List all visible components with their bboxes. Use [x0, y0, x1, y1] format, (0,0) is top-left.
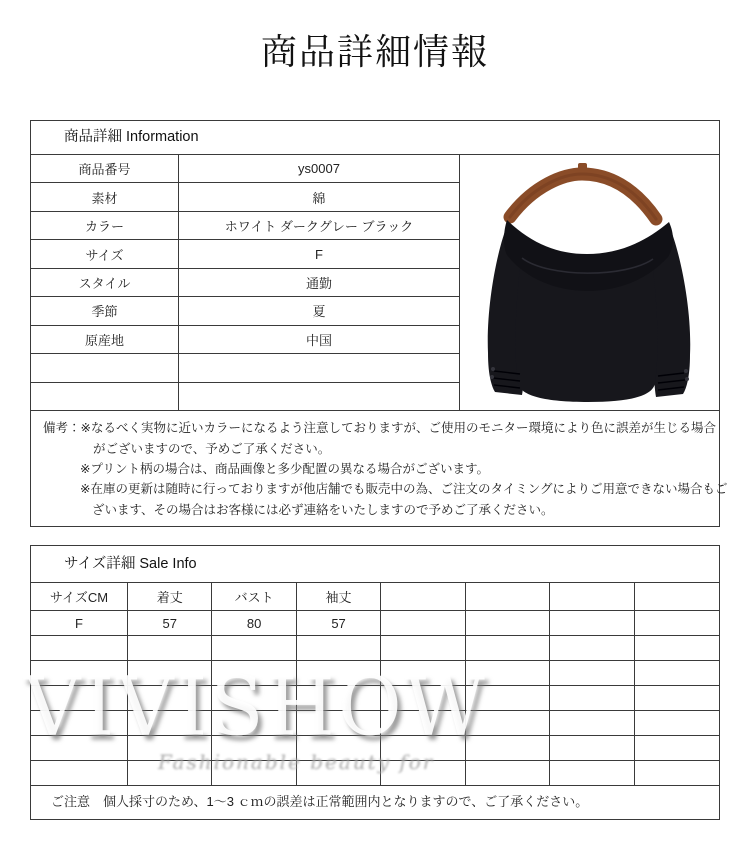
- size-cell: [31, 686, 128, 711]
- info-label: カラー: [31, 212, 179, 239]
- info-row: [31, 383, 459, 410]
- info-label: 商品番号: [31, 155, 179, 182]
- info-label: 素材: [31, 183, 179, 210]
- info-row: [31, 326, 459, 354]
- size-cell: [550, 711, 634, 736]
- size-cell: [381, 686, 465, 711]
- info-label: [31, 383, 179, 410]
- size-cell: [381, 711, 465, 736]
- size-cell: [128, 761, 212, 786]
- size-col-header: [550, 583, 634, 611]
- size-cell: [31, 736, 128, 761]
- size-cell: [635, 711, 719, 736]
- size-cell: 57: [297, 611, 381, 636]
- info-row: [31, 155, 459, 183]
- size-col-header: [466, 583, 550, 611]
- size-col-header: 着丈: [128, 583, 212, 611]
- size-cell: [550, 761, 634, 786]
- size-cell: 80: [212, 611, 296, 636]
- remark-line: ざいます、その場合はお客様には必ず連絡をいたしますので予めご了承ください。: [92, 502, 554, 517]
- size-col-header: [635, 583, 719, 611]
- size-cell: [381, 661, 465, 686]
- info-label: スタイル: [31, 269, 179, 296]
- size-cell: [550, 736, 634, 761]
- size-cell: [381, 761, 465, 786]
- product-info-table: [30, 120, 728, 527]
- info-value: 中国: [305, 332, 332, 348]
- size-cell: [297, 686, 381, 711]
- hanger-icon: [510, 163, 656, 219]
- size-cell: [212, 686, 296, 711]
- size-cell: F: [31, 611, 128, 636]
- info-row: [31, 269, 459, 297]
- watermark-text: VIVISHOW: [24, 659, 488, 755]
- size-cell: [297, 661, 381, 686]
- size-cell: [550, 661, 634, 686]
- info-label: [31, 354, 179, 381]
- size-cell: [381, 636, 465, 661]
- info-row: [31, 183, 459, 211]
- size-cell: [466, 736, 550, 761]
- size-cell: [128, 711, 212, 736]
- size-cell: [466, 686, 550, 711]
- garment-silhouette: [487, 220, 689, 402]
- product-image-cell: [459, 155, 719, 410]
- remark-line: ※在庫の更新は随時に行っておりますが他店舗でも販売中の為、ご注文のタイミングによりご用意できない場合もご: [80, 482, 728, 497]
- size-cell: [381, 736, 465, 761]
- size-col-header: サイズCM: [31, 583, 128, 611]
- product-photo-black-top: [466, 157, 714, 409]
- size-cell: [31, 636, 128, 661]
- size-cell: [550, 611, 634, 636]
- size-cell: [128, 686, 212, 711]
- page-title: 商品詳細情報: [260, 32, 489, 73]
- info-value: [179, 354, 459, 381]
- size-cell: [31, 661, 128, 686]
- size-cell: [466, 661, 550, 686]
- product-info-rows: [31, 155, 459, 410]
- size-note: ご注意 個人採寸のため、1～3 ｃｍの誤差は正常範囲内となりますので、ご了承ください。: [51, 794, 589, 809]
- remark-line: ※プリント柄の場合は、商品画像と多少配置の異なる場合がございます。: [80, 461, 489, 476]
- size-cell: [128, 636, 212, 661]
- size-cell: [128, 736, 212, 761]
- info-row: [31, 297, 459, 325]
- size-cell: [466, 761, 550, 786]
- size-cell: [381, 611, 465, 636]
- size-cell: [31, 761, 128, 786]
- remark-line: がございますので、予めご了承ください。: [93, 441, 331, 456]
- size-cell: [550, 686, 634, 711]
- size-cell: [635, 686, 719, 711]
- size-table: [30, 545, 720, 820]
- info-value: F: [315, 246, 323, 262]
- info-value: 通勤: [305, 276, 332, 292]
- remarks-section: [31, 410, 728, 526]
- size-cell: [635, 636, 719, 661]
- size-table-header: サイズ詳細 Sale Info: [31, 546, 719, 583]
- size-cell: [212, 761, 296, 786]
- size-cell: [550, 636, 634, 661]
- size-cell: [635, 661, 719, 686]
- size-cell: [212, 736, 296, 761]
- size-cell: [128, 661, 212, 686]
- size-cell: [635, 736, 719, 761]
- size-cell: [212, 636, 296, 661]
- info-row: [31, 240, 459, 268]
- size-cell: [212, 661, 296, 686]
- info-row: [31, 354, 459, 382]
- info-label: 季節: [31, 297, 179, 324]
- size-col-header: [381, 583, 465, 611]
- size-cell: [297, 761, 381, 786]
- info-value: 綿: [312, 190, 326, 206]
- product-info-table-body: [31, 155, 719, 410]
- size-cell: [466, 611, 550, 636]
- size-cell: [466, 711, 550, 736]
- info-label: 原産地: [31, 326, 179, 353]
- size-cell: [635, 611, 719, 636]
- product-info-table-header: 商品詳細 Information: [31, 121, 719, 155]
- info-value: ホワイト ダークグレー ブラック: [224, 219, 414, 235]
- watermark-tagline: Fashionable beauty for: [158, 750, 435, 774]
- info-value: [179, 383, 459, 410]
- size-grid: [31, 583, 719, 786]
- size-cell: [297, 711, 381, 736]
- size-cell: [297, 636, 381, 661]
- size-cell: [466, 636, 550, 661]
- size-cell: [212, 711, 296, 736]
- info-row: [31, 212, 459, 240]
- remark-line: 備考：※なるべく実物に近いカラーになるよう注意しておりますが、ご使用のモニター環境により色に誤差が生じる場合: [43, 421, 716, 436]
- size-cell: [635, 761, 719, 786]
- size-cell: 57: [128, 611, 212, 636]
- size-col-header: 袖丈: [297, 583, 381, 611]
- size-cell: [31, 711, 128, 736]
- size-cell: [297, 736, 381, 761]
- info-label: サイズ: [31, 240, 179, 267]
- info-value: 夏: [312, 304, 326, 320]
- size-col-header: バスト: [212, 583, 296, 611]
- info-value: ys0007: [298, 161, 340, 177]
